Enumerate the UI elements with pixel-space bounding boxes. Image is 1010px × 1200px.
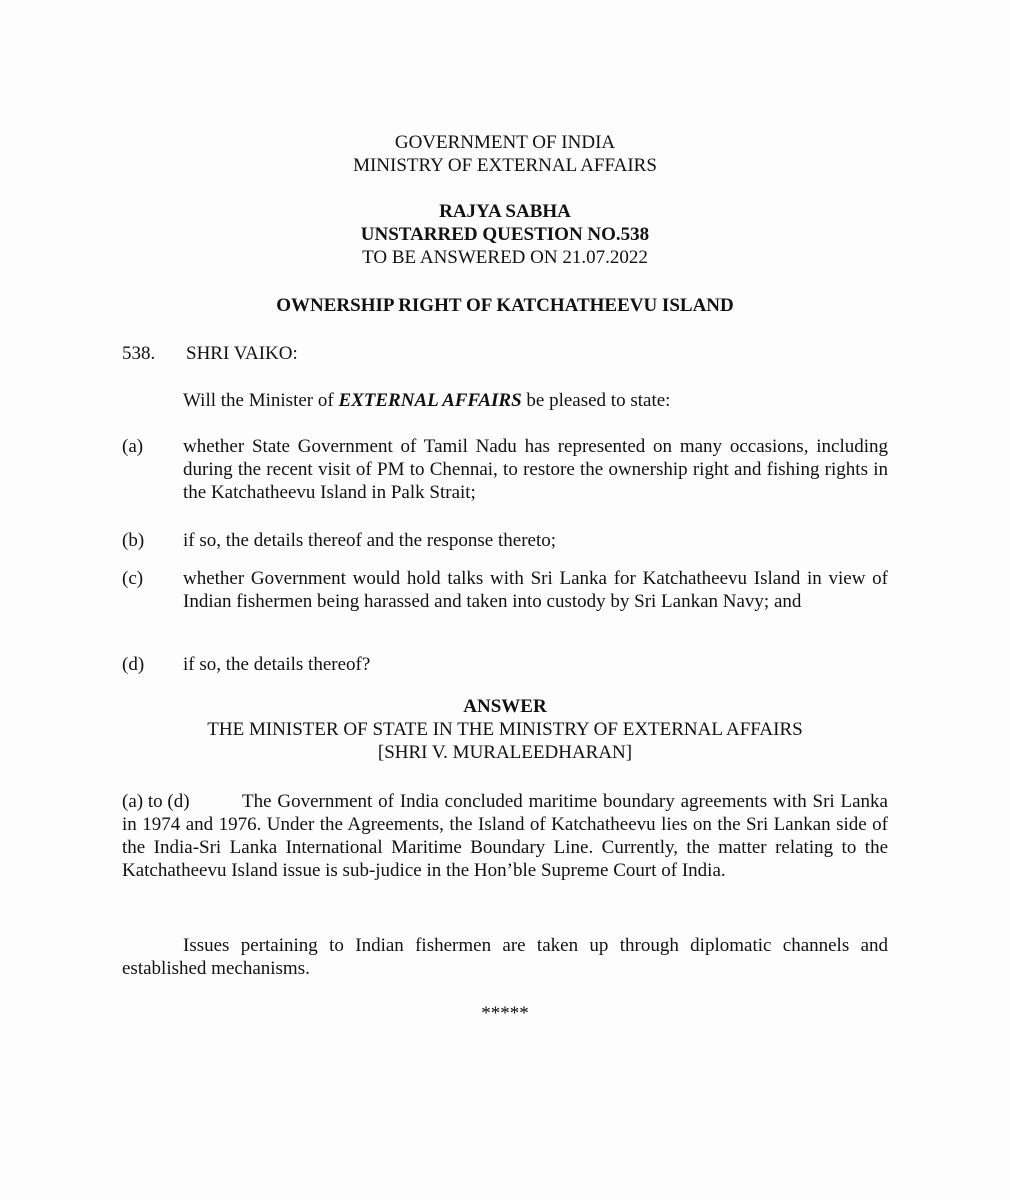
house-name: RAJYA SABHA — [439, 201, 571, 222]
item-text: if so, the details thereof and the response thereto; — [183, 530, 557, 551]
question-intro — [122, 389, 888, 412]
answer-date: TO BE ANSWERED ON 21.07.2022 — [362, 247, 648, 268]
minister-title: THE MINISTER OF STATE IN THE MINISTRY OF EXTERNAL AFFAIRS — [207, 719, 803, 740]
intro-suffix: be pleased to state: — [521, 390, 671, 411]
item-label: (a) — [122, 436, 144, 457]
intro-ministry: EXTERNAL AFFAIRS — [338, 390, 522, 411]
question-line — [122, 342, 888, 365]
question-item — [122, 653, 888, 676]
ministry-title: MINISTRY OF EXTERNAL AFFAIRS — [353, 155, 657, 176]
question-header — [122, 200, 888, 269]
answer-heading: ANSWER — [463, 696, 547, 717]
item-label: (b) — [122, 530, 145, 551]
government-title: GOVERNMENT OF INDIA — [394, 132, 616, 153]
answer-reference: (a) to (d) — [122, 791, 190, 812]
intro-prefix: Will the Minister of — [183, 390, 339, 411]
answer-paragraph-2: Issues pertaining to Indian fishermen are taken up through diplomatic channels and established mechanisms. — [122, 935, 888, 979]
member-name: SHRI VAIKO: — [186, 343, 298, 364]
question-number-title: UNSTARRED QUESTION NO.538 — [360, 224, 650, 245]
question-item — [122, 567, 888, 613]
answer-header — [122, 695, 888, 764]
answer-paragraph-1-text: The Government of India concluded maritime boundary agreements with Sri Lanka in 1974 and 1976. Under the Agreements, the Island of Katchatheevu lies on the Sri Lankan side of the India-Sri Lanka International Maritime Boundary Line. Currently, the matter relating to the Katchatheevu Island issue is sub-judice in the Hon’ble Supreme Court of India. — [122, 791, 888, 881]
subject-title: OWNERSHIP RIGHT OF KATCHATHEEVU ISLAND — [276, 295, 734, 316]
item-label: (d) — [122, 654, 145, 675]
item-text: whether Government would hold talks with Sri Lanka for Katchatheevu Island in view of Indian fishermen being harassed and taken into custody by Sri Lankan Navy; and — [183, 568, 888, 612]
question-number: 538. — [122, 343, 156, 364]
item-text: whether State Government of Tamil Nadu has represented on many occasions, including during the recent visit of PM to Chennai, to restore the ownership right and fishing rights in the Katchatheevu Island in Palk Strait; — [183, 436, 888, 503]
question-item — [122, 529, 888, 552]
item-text: if so, the details thereof? — [183, 654, 371, 675]
answer-paragraph-1 — [122, 790, 888, 882]
question-item — [122, 435, 888, 504]
document-header — [122, 131, 888, 177]
item-label: (c) — [122, 568, 144, 589]
end-mark: ***** — [481, 1003, 529, 1024]
minister-name: [SHRI V. MURALEEDHARAN] — [377, 742, 633, 763]
